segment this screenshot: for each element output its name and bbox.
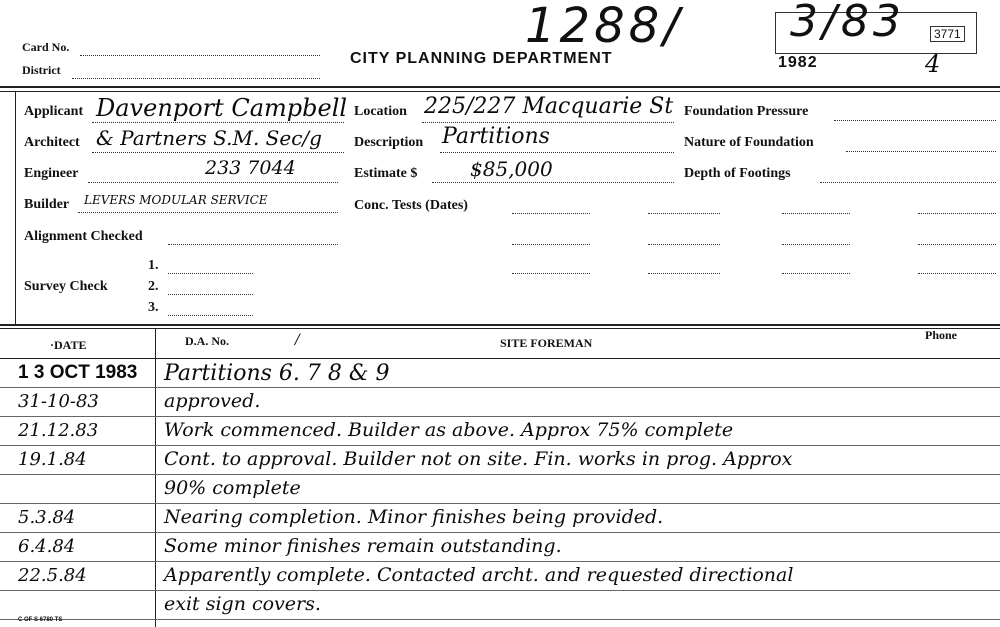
nature-foundation-label: Nature of Foundation: [684, 135, 814, 150]
log-entry: Cont. to approval. Builder not on site. Fin. works in prog. Approx: [164, 448, 793, 470]
district-line: [72, 78, 320, 79]
estimate-line: [432, 182, 674, 183]
date-header: ·DATE: [50, 338, 87, 352]
location-value: 225/227 Macquarie St: [424, 94, 674, 119]
conc-line-r3c2: [648, 273, 720, 274]
left-border: [15, 92, 16, 324]
survey-label: Survey Check: [24, 279, 108, 294]
foundation-pressure-line: [834, 120, 996, 121]
conc-line-r1c1: [512, 213, 590, 214]
architect-line: [92, 152, 344, 153]
survey-num-3: 3.: [148, 300, 159, 315]
card-no-line: [80, 55, 320, 56]
card-number-handwritten: 1288/: [525, 0, 684, 54]
log-entry: Work commenced. Builder as above. Approx 75% complete: [164, 419, 734, 441]
log-date: 6.4.84: [18, 536, 76, 557]
estimate-value: $85,000: [470, 157, 553, 181]
survey-num-2: 2.: [148, 279, 159, 294]
survey-num-1: 1.: [148, 258, 159, 273]
conc-tests-label: Conc. Tests (Dates): [354, 198, 468, 213]
log-border-top-inner: [0, 328, 1000, 329]
description-line: [440, 152, 674, 153]
location-label: Location: [354, 104, 407, 119]
estimate-label: Estimate $: [354, 166, 418, 181]
engineer-value: 233 7044: [205, 157, 296, 179]
log-row-line: [0, 416, 1000, 417]
depth-footings-label: Depth of Footings: [684, 166, 791, 181]
log-date: 5.3.84: [18, 507, 76, 528]
log-row-line: [0, 387, 1000, 388]
log-date: 19.1.84: [18, 449, 87, 470]
da-no-mark: /: [295, 332, 300, 348]
page-number: 4: [925, 50, 941, 78]
log-entry: Partitions 6. 7 8 & 9: [164, 361, 390, 386]
form-code: C OF S 6780 TS: [18, 617, 63, 623]
year-label: 1982: [778, 54, 818, 71]
foundation-pressure-label: Foundation Pressure: [684, 104, 809, 119]
applicant-label: Applicant: [24, 104, 84, 119]
survey-line-1: [168, 273, 253, 274]
log-header-divider: [0, 358, 1000, 359]
applicant-value: Davenport Campbell: [96, 94, 348, 122]
site-foreman-header: SITE FOREMAN: [500, 336, 593, 350]
log-date: 1 3 OCT 1983: [18, 362, 138, 383]
survey-line-2: [168, 294, 253, 295]
conc-line-r2c4: [918, 244, 996, 245]
alignment-line: [168, 244, 338, 245]
location-line: [422, 122, 674, 123]
department-title: CITY PLANNING DEPARTMENT: [350, 50, 613, 67]
description-value: Partitions: [442, 124, 550, 149]
conc-line-r2c1: [512, 244, 590, 245]
log-row-line: [0, 532, 1000, 533]
log-row-line: [0, 474, 1000, 475]
survey-line-3: [168, 315, 253, 316]
district-label: District: [22, 63, 61, 77]
date-column-divider: [155, 329, 156, 627]
log-date: 22.5.84: [18, 565, 87, 586]
small-stamp: 3771: [930, 26, 965, 42]
header-border-bottom: [0, 91, 1000, 92]
conc-line-r1c2: [648, 213, 720, 214]
alignment-label: Alignment Checked: [24, 229, 143, 244]
nature-foundation-line: [846, 151, 996, 152]
description-label: Description: [354, 135, 424, 150]
card-no-label: Card No.: [22, 40, 70, 54]
log-entry: Apparently complete. Contacted archt. and requested directional: [164, 564, 794, 586]
log-row-line: [0, 619, 1000, 620]
builder-value: LEVERS MODULAR SERVICE: [84, 193, 268, 207]
conc-line-r3c3: [782, 273, 850, 274]
conc-line-r2c3: [782, 244, 850, 245]
log-row-line: [0, 503, 1000, 504]
conc-line-r1c3: [782, 213, 850, 214]
conc-line-r2c2: [648, 244, 720, 245]
conc-line-r3c1: [512, 273, 590, 274]
architect-value: & Partners S.M. Sec/g: [96, 126, 322, 150]
builder-label: Builder: [24, 197, 70, 212]
engineer-label: Engineer: [24, 166, 79, 181]
log-row-line: [0, 561, 1000, 562]
depth-footings-line: [820, 182, 996, 183]
log-entry: Nearing completion. Minor finishes being provided.: [164, 506, 664, 528]
phone-header: Phone: [925, 328, 958, 342]
log-row-line: [0, 445, 1000, 446]
log-entry: approved.: [164, 390, 261, 412]
card-suffix-handwritten: 3/83: [790, 0, 905, 47]
engineer-line: [88, 182, 338, 183]
conc-line-r1c4: [918, 213, 996, 214]
log-date: 21.12.83: [18, 420, 99, 441]
log-border-top: [0, 324, 1000, 326]
applicant-line: [92, 122, 344, 123]
conc-line-r3c4: [918, 273, 996, 274]
log-entry: Some minor finishes remain outstanding.: [164, 535, 562, 557]
log-entry: 90% complete: [164, 477, 301, 499]
da-no-header: D.A. No.: [185, 334, 229, 348]
builder-line: [78, 212, 338, 213]
log-entry: exit sign covers.: [164, 593, 321, 615]
log-row-line: [0, 590, 1000, 591]
header-border-top: [0, 86, 1000, 88]
architect-label: Architect: [24, 135, 80, 150]
log-date: 31-10-83: [18, 391, 99, 412]
